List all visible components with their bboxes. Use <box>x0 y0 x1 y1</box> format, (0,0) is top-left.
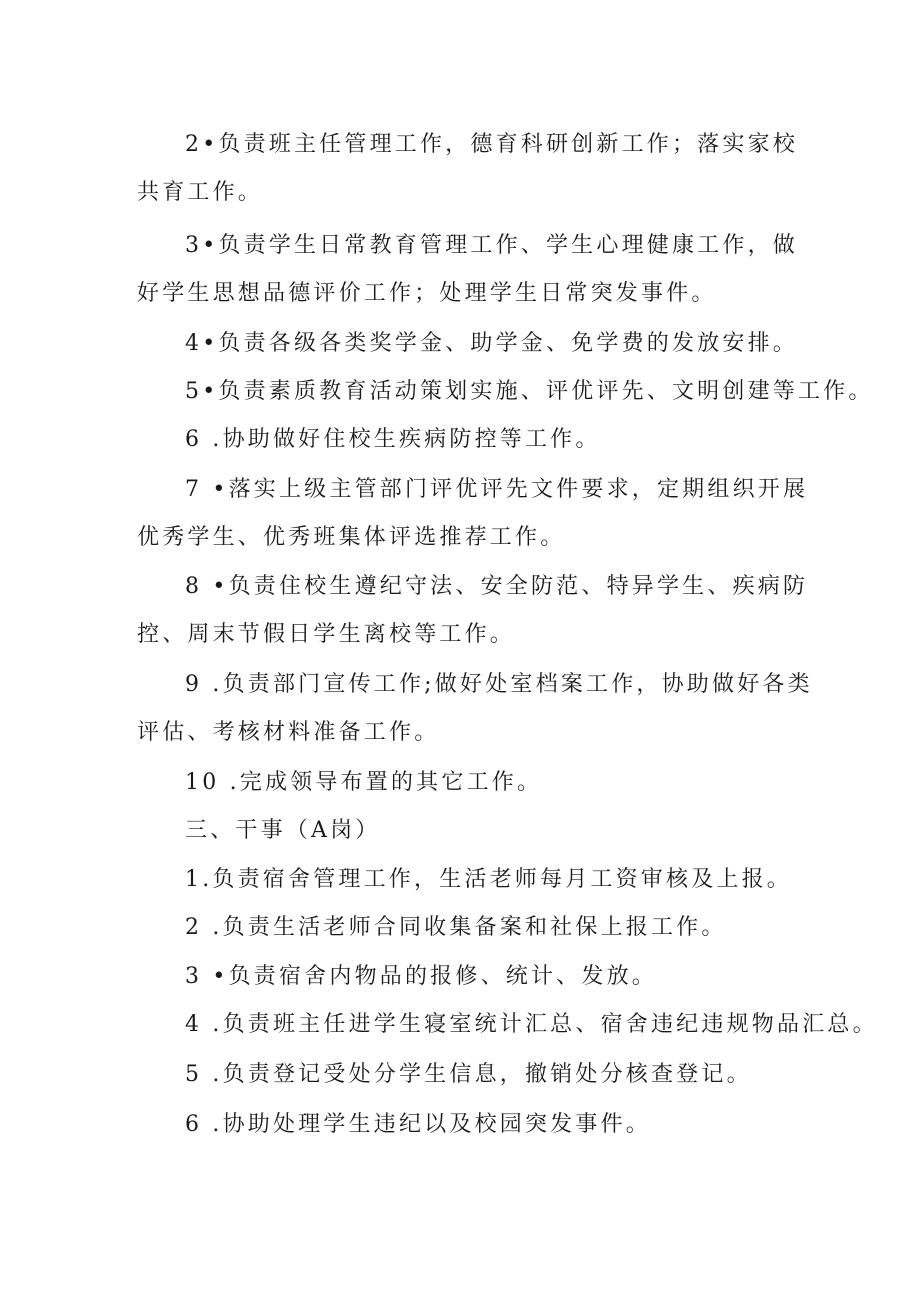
paragraph-item-2: 2•负责班主任管理工作，德育科研创新工作；落实家校共育工作。 <box>137 132 798 205</box>
section-item-2: 2 .负责生活老师合同收集备案和社保上报工作。 <box>185 915 727 940</box>
section-item-1: 1.负责宿舍管理工作，生活老师每月工资审核及上报。 <box>185 867 792 892</box>
paragraph-item-3: 3•负责学生日常教育管理工作、学生心理健康工作，做好学生思想品德评价工作；处理学生日常突发事件。 <box>137 233 798 306</box>
section-item-3: 3 •负责宿舍内物品的报修、统计、发放。 <box>185 964 657 989</box>
section-item-6: 6 .协助处理学生违纪以及校园突发事件。 <box>185 1112 651 1137</box>
section-item-4: 4 .负责班主任进学生寝室统计汇总、宿舍违纪违规物品汇总。 <box>185 1012 878 1037</box>
section-item-5: 5 .负责登记受处分学生信息，撤销处分核查登记。 <box>185 1062 752 1087</box>
section-heading: 三、干事（A岗） <box>185 818 381 843</box>
paragraph-item-10: 10 .完成领导布置的其它工作。 <box>185 770 543 795</box>
paragraph-item-7: 7 •落实上级主管部门评优评先文件要求，定期组织开展优秀学生、优秀班集体评选推荐工作。 <box>137 477 809 550</box>
paragraph-item-4: 4•负责各级各类奖学金、助学金、免学费的发放安排。 <box>185 331 798 356</box>
paragraph-item-5: 5•负责素质教育活动策划实施、评优评先、文明创建等工作。 <box>185 379 874 404</box>
paragraph-item-9: 9 .负责部门宣传工作;做好处室档案工作，协助做好各类评估、考核材料准备工作。 <box>137 672 813 745</box>
paragraph-item-8: 8 •负责住校生遵纪守法、安全防范、特异学生、疾病防控、周末节假日学生离校等工作。 <box>137 574 809 647</box>
paragraph-item-6: 6 .协助做好住校生疾病防控等工作。 <box>185 427 601 452</box>
